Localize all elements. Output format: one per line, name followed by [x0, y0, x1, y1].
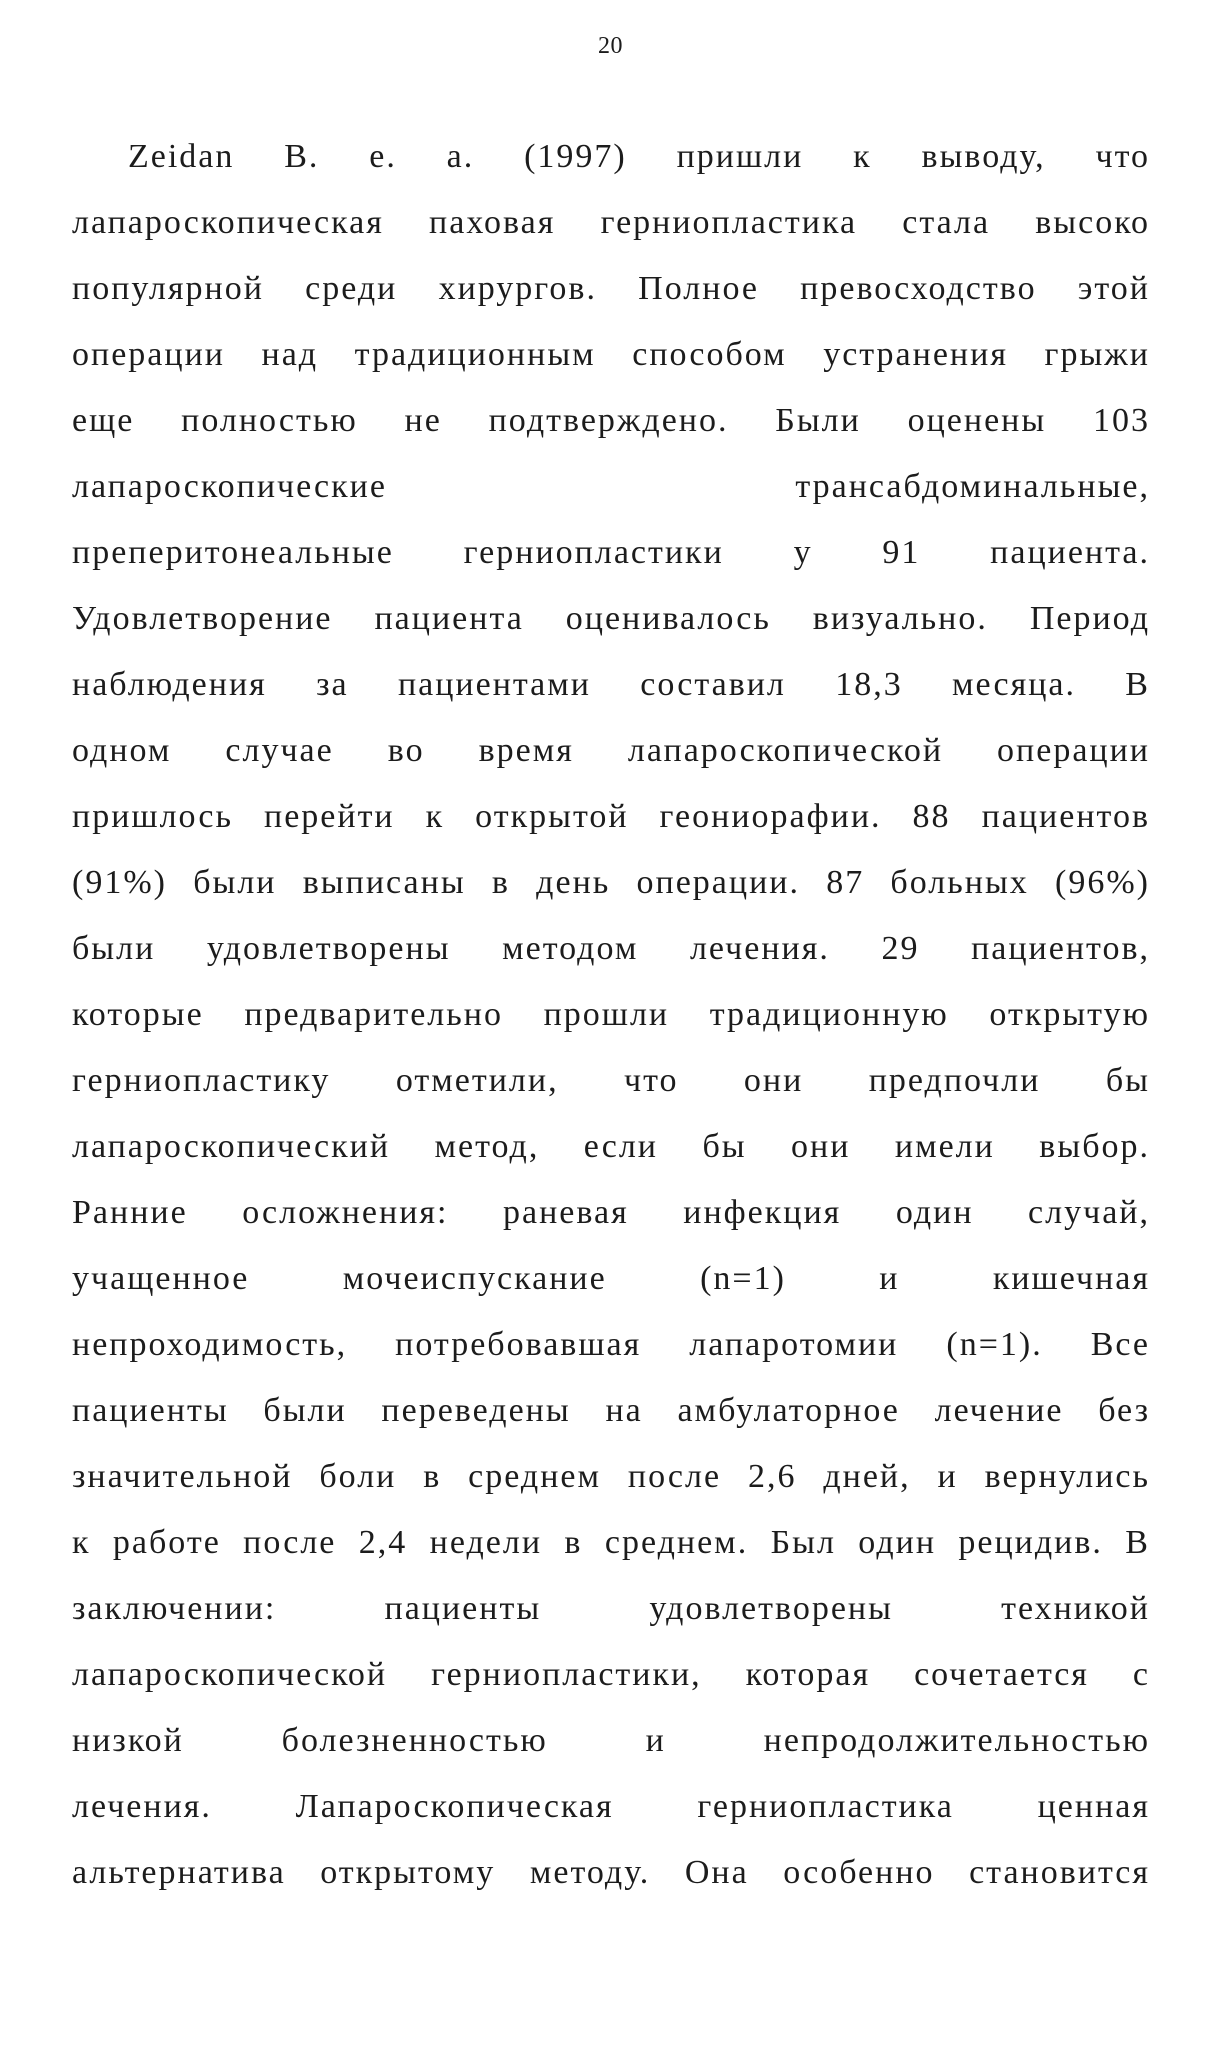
text-line: к работе после 2,4 недели в среднем. Был один рецидив. В	[72, 1524, 1150, 1561]
text-line: Zeidan B. e. a. (1997) пришли к выводу, что	[128, 138, 1150, 175]
text-line: учащенное мочеиспускание (n=1) и кишечная	[72, 1260, 1150, 1297]
text-line: Удовлетворение пациента оценивалось визуально. Период	[72, 600, 1150, 637]
text-line: которые предварительно прошли традиционную открытую	[72, 996, 1150, 1033]
text-line: альтернатива открытому методу. Она особенно становится	[72, 1854, 1150, 1891]
text-line: низкой болезненностью и непродолжительностью	[72, 1722, 1150, 1759]
text-line: лечения. Лапароскопическая герниопластика ценная	[72, 1788, 1150, 1825]
text-line: значительной боли в среднем после 2,6 дней, и вернулись	[72, 1458, 1150, 1495]
text-line: пациенты были переведены на амбулаторное лечение без	[72, 1392, 1150, 1429]
body-paragraph	[72, 124, 1150, 1906]
text-line: непроходимость, потребовавшая лапаротомии (n=1). Все	[72, 1326, 1150, 1363]
text-line: лапароскопический метод, если бы они имели выбор.	[72, 1128, 1150, 1165]
text-line: еще полностью не подтверждено. Были оценены 103	[72, 402, 1150, 439]
text-line: одном случае во время лапароскопической операции	[72, 732, 1150, 769]
text-line: лапароскопической герниопластики, которая сочетается с	[72, 1656, 1150, 1693]
text-line: лапароскопические трансабдоминальные,	[72, 468, 1150, 505]
text-line: лапароскопическая паховая герниопластика стала высоко	[72, 204, 1150, 241]
page-number: 20	[598, 33, 623, 59]
text-line: герниопластику отметили, что они предпочли бы	[72, 1062, 1150, 1099]
text-line: пришлось перейти к открытой геониорафии. 88 пациентов	[72, 798, 1150, 835]
text-line: операции над традиционным способом устранения грыжи	[72, 336, 1150, 373]
text-line: преперитонеальные герниопластики у 91 пациента.	[72, 534, 1150, 571]
text-line: (91%) были выписаны в день операции. 87 больных (96%)	[72, 864, 1150, 901]
text-line: были удовлетворены методом лечения. 29 пациентов,	[72, 930, 1150, 967]
text-line: Ранние осложнения: раневая инфекция один случай,	[72, 1194, 1150, 1231]
text-line: популярной среди хирургов. Полное превосходство этой	[72, 270, 1150, 307]
text-line: заключении: пациенты удовлетворены техникой	[72, 1590, 1150, 1627]
text-line: наблюдения за пациентами составил 18,3 месяца. В	[72, 666, 1150, 703]
